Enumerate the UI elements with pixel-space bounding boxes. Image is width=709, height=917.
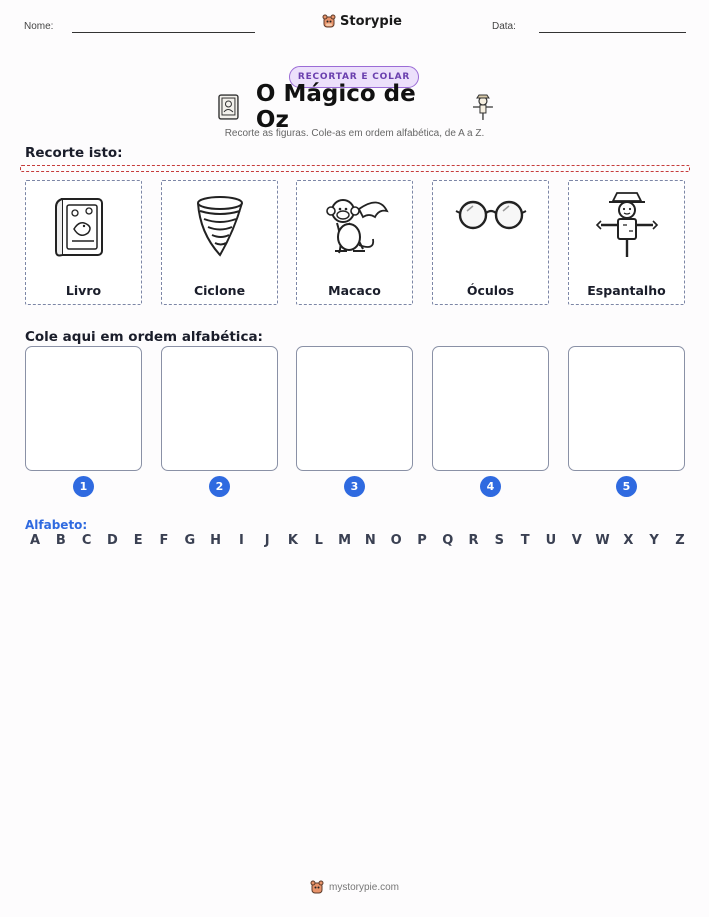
card-label: Óculos bbox=[466, 283, 515, 298]
alphabet-letter: H bbox=[210, 533, 222, 548]
book-icon bbox=[216, 93, 242, 121]
alphabet-letter: O bbox=[390, 533, 402, 548]
alphabet-letter: E bbox=[133, 533, 143, 548]
slot-number-badge: 4 bbox=[480, 476, 501, 497]
cut-section-label: Recorte isto: bbox=[25, 145, 123, 161]
alphabet-letter: M bbox=[338, 533, 352, 548]
alphabet-letter: I bbox=[238, 533, 244, 548]
title-row bbox=[216, 81, 496, 133]
name-line[interactable] bbox=[72, 32, 255, 33]
book-icon bbox=[48, 189, 120, 261]
card-label: Livro bbox=[65, 283, 102, 298]
alphabet-letter: F bbox=[159, 533, 169, 548]
storypie-mascot-icon bbox=[322, 14, 336, 29]
alphabet-letter: R bbox=[468, 533, 479, 548]
paste-slot[interactable] bbox=[161, 346, 278, 471]
alphabet-row bbox=[25, 533, 690, 548]
alphabet-letter: S bbox=[494, 533, 505, 548]
instructions: Recorte as figuras. Cole-as em ordem alfabética, de A a Z. bbox=[224, 128, 485, 139]
card-label: Ciclone bbox=[193, 283, 246, 298]
cutout-card[interactable] bbox=[568, 180, 685, 305]
page-title: O Mágico de Oz bbox=[255, 81, 416, 133]
date-line[interactable] bbox=[539, 32, 686, 33]
alphabet-letter: P bbox=[417, 533, 427, 548]
paste-slot[interactable] bbox=[296, 346, 413, 471]
alphabet-letter: G bbox=[184, 533, 196, 548]
paste-section-label: Cole aqui em ordem alfabética: bbox=[25, 329, 263, 345]
alphabet-label: Alfabeto: bbox=[25, 518, 88, 532]
alphabet-letter: L bbox=[314, 533, 323, 548]
alphabet-letter: A bbox=[29, 533, 41, 548]
card-label: Espantalho bbox=[587, 283, 666, 298]
alphabet-letter: B bbox=[55, 533, 66, 548]
storypie-mascot-icon bbox=[310, 880, 324, 895]
tornado-icon bbox=[184, 189, 256, 261]
footer-url[interactable]: mystorypie.com bbox=[328, 882, 399, 893]
name-label: Nome: bbox=[24, 21, 54, 32]
paste-slot[interactable] bbox=[432, 346, 549, 471]
date-label: Data: bbox=[492, 21, 516, 32]
alphabet-letter: V bbox=[571, 533, 582, 548]
slot-number-badge: 5 bbox=[616, 476, 637, 497]
alphabet-letter: Q bbox=[442, 533, 454, 548]
brand-logo bbox=[322, 14, 402, 29]
scarecrow-icon bbox=[591, 189, 663, 261]
activity-badge: RECORTAR E COLAR bbox=[289, 66, 419, 88]
alphabet-letter: U bbox=[545, 533, 557, 548]
alphabet-letter: J bbox=[264, 533, 270, 548]
slot-number-badge: 2 bbox=[209, 476, 230, 497]
alphabet-letter: X bbox=[623, 533, 634, 548]
slot-number-badge: 3 bbox=[344, 476, 365, 497]
scarecrow-icon bbox=[470, 93, 496, 121]
footer bbox=[0, 880, 709, 895]
glasses-icon bbox=[455, 189, 527, 261]
cutout-card[interactable] bbox=[432, 180, 549, 305]
brand-name: Storypie bbox=[340, 14, 402, 29]
alphabet-letter: K bbox=[287, 533, 298, 548]
alphabet-letter: T bbox=[520, 533, 530, 548]
alphabet-letter: Z bbox=[675, 533, 685, 548]
cutout-card[interactable] bbox=[161, 180, 278, 305]
alphabet-letter: Y bbox=[649, 533, 659, 548]
paste-slot[interactable] bbox=[25, 346, 142, 471]
alphabet-letter: W bbox=[595, 533, 610, 548]
card-label: Macaco bbox=[328, 283, 381, 298]
alphabet-letter: N bbox=[364, 533, 376, 548]
paste-slot[interactable] bbox=[568, 346, 685, 471]
cutout-card[interactable] bbox=[296, 180, 413, 305]
alphabet-letter: C bbox=[81, 533, 92, 548]
slot-number-badge: 1 bbox=[73, 476, 94, 497]
alphabet-letter: D bbox=[106, 533, 118, 548]
cut-line bbox=[20, 165, 690, 172]
winged-monkey-icon bbox=[319, 189, 391, 261]
cutout-card[interactable] bbox=[25, 180, 142, 305]
